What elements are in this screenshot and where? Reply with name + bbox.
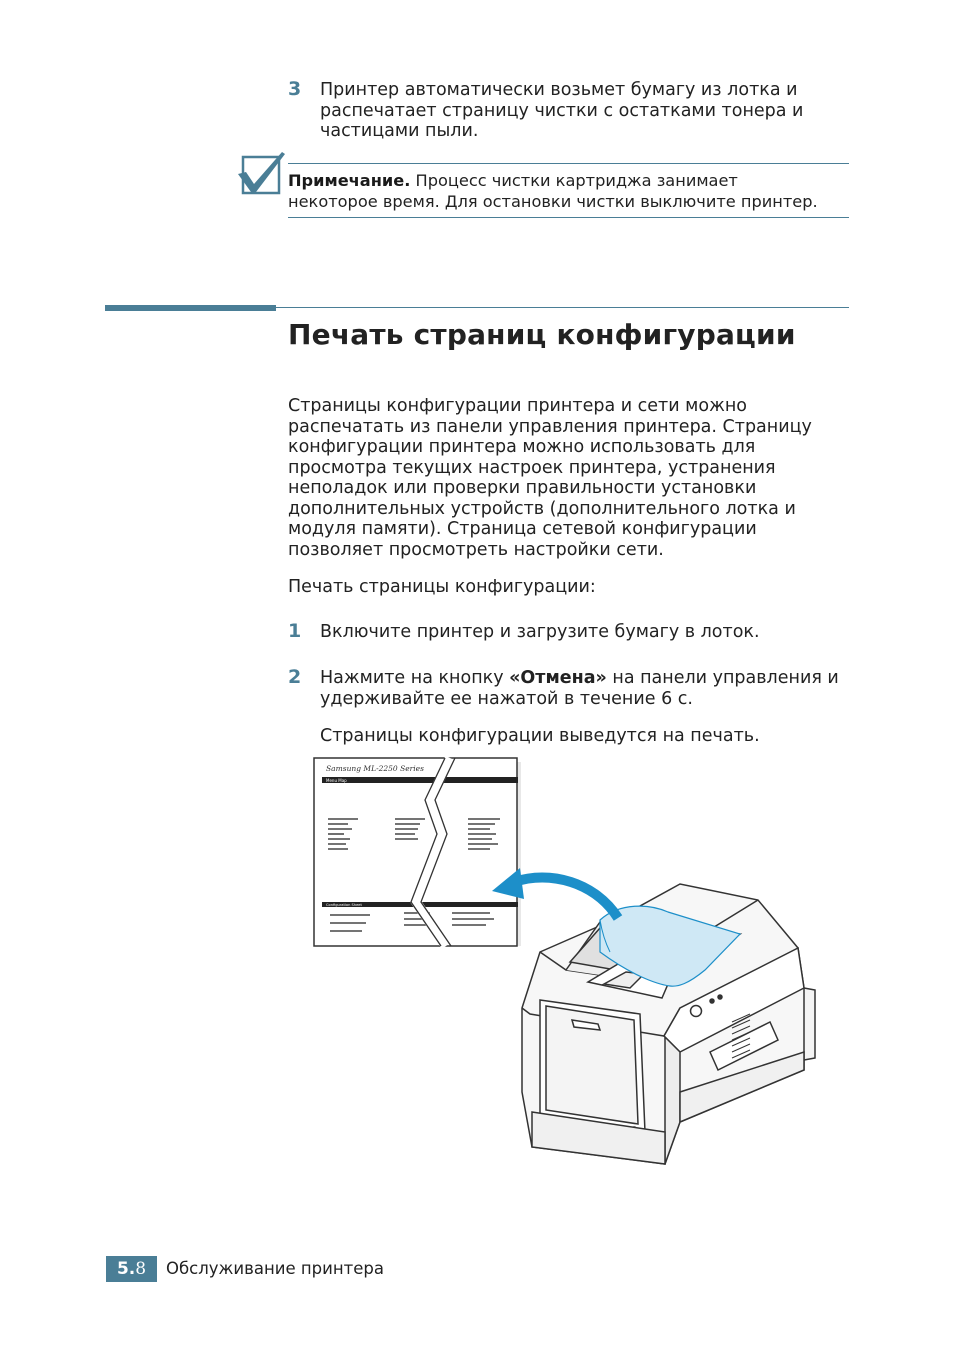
- step-2-text: [320, 668, 880, 709]
- step-3-line: Принтер автоматически возьмет бумагу из лотка и: [320, 80, 798, 100]
- intro-paragraph: [288, 396, 853, 560]
- note-label: Примечание.: [288, 171, 411, 190]
- step-3-line: частицами пыли.: [320, 121, 479, 141]
- intro-line: модуля памяти). Страница сетевой конфигурации: [288, 519, 757, 539]
- step-3-line: распечатает страницу чистки с остатками тонера и: [320, 100, 804, 121]
- intro-line: распечатать из панели управления принтера. Страницу: [288, 416, 812, 437]
- step-2-line2: удерживайте ее нажатой в течение 6 с.: [320, 688, 693, 709]
- note-line1: Процесс чистки картриджа занимает: [410, 171, 738, 190]
- configuration-sheet-image: [314, 758, 521, 946]
- section-rule: [276, 307, 849, 308]
- chapter-number: 5.: [116, 1259, 136, 1279]
- menu-map-label: Menu Map: [326, 778, 347, 783]
- intro-line: неполадок или проверки правильности установки: [288, 478, 757, 498]
- section-accent-bar: [105, 305, 276, 311]
- sheet-title: Samsung ML-2250 Series: [326, 764, 424, 773]
- note-bottom-rule: [288, 217, 849, 218]
- result-text: Страницы конфигурации выведутся на печать.: [320, 726, 760, 746]
- page-number: 8: [135, 1259, 147, 1279]
- step-2-pre: Нажмите на кнопку: [320, 668, 510, 688]
- note-checkmark-icon: [236, 148, 288, 200]
- step-3-number: 3: [288, 78, 302, 100]
- output-arrow: [514, 878, 618, 919]
- lead-in-text: Печать страницы конфигурации:: [288, 577, 596, 597]
- printer-illustration: [300, 752, 820, 1172]
- config-sheet-label: Configuration Sheet: [326, 903, 362, 907]
- intro-line: конфигурации принтера можно использовать для: [288, 437, 756, 457]
- note-text: [288, 170, 853, 212]
- step-3-text: [320, 80, 880, 142]
- cancel-key-label: «Отмена»: [509, 668, 607, 688]
- note-top-rule: [288, 163, 849, 164]
- intro-line: дополнительных устройств (дополнительного лотка и: [288, 498, 796, 519]
- step-1-text: Включите принтер и загрузите бумагу в лоток.: [320, 622, 760, 642]
- intro-line: Страницы конфигурации принтера и сети можно: [288, 396, 748, 416]
- footer-chapter-title: Обслуживание принтера: [166, 1259, 384, 1278]
- page-number-badge: [106, 1256, 157, 1282]
- intro-line: просмотра текущих настроек принтера, устранения: [288, 457, 776, 478]
- intro-line: позволяет просмотреть настройки сети.: [288, 539, 664, 560]
- section-title: Печать страниц конфигурации: [288, 318, 796, 351]
- note-line2: некоторое время. Для остановки чистки выключите принтер.: [288, 192, 818, 211]
- step-2-post: на панели управления и: [606, 668, 839, 688]
- step-1-number: 1: [288, 620, 302, 642]
- step-2-number: 2: [288, 666, 302, 688]
